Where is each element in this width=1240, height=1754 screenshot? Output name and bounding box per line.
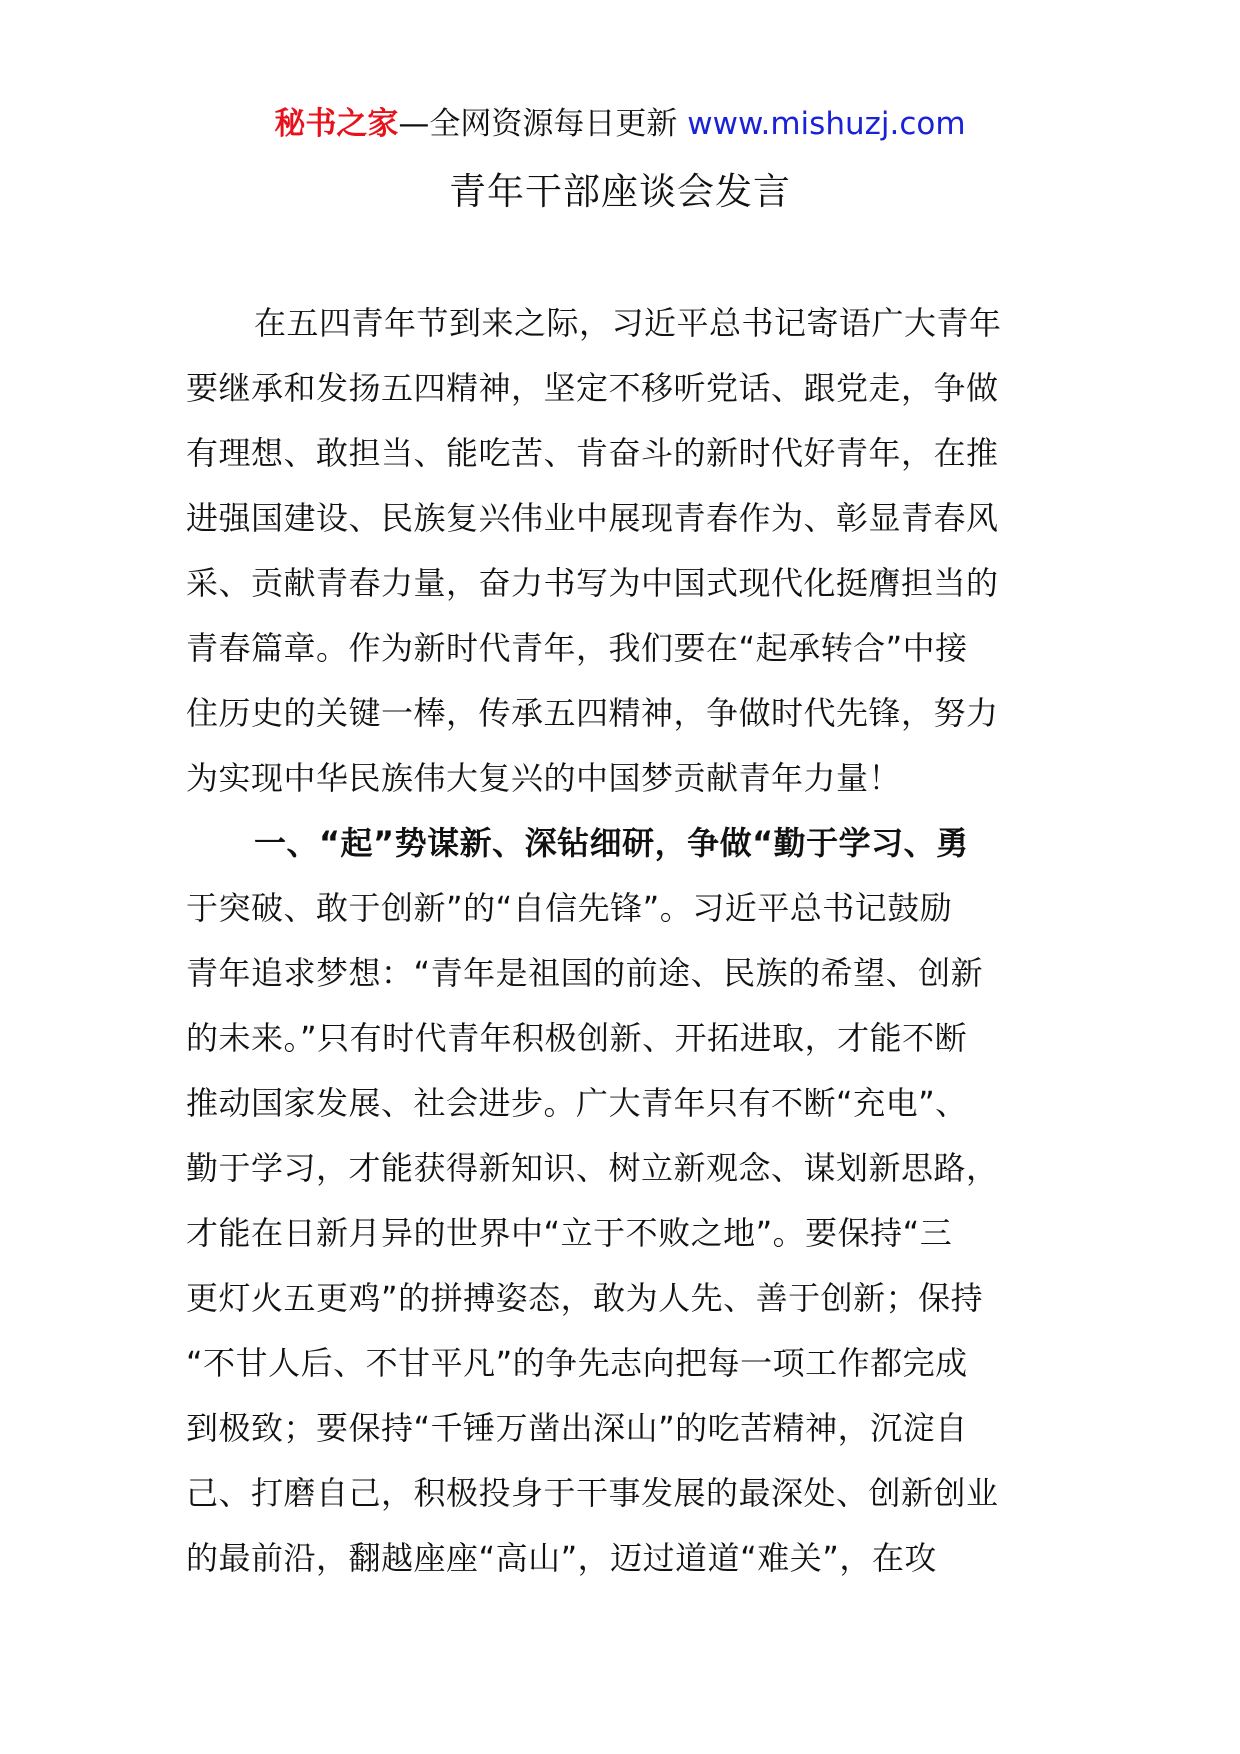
brand-name: 秘书之家 [274,106,399,142]
text-line: 在五四青年节到来之际，习近平总书记寄语广大青年 [254,304,1002,342]
text-line: 为实现中华民族伟大复兴的中国梦贡献青年力量！ [186,759,902,797]
text-line: 青年追求梦想：“青年是祖国的前途、民族的希望、创新 [186,954,984,992]
text-line: 进强国建设、民族复兴伟业中展现青春作为、彰显青春风 [186,499,999,537]
text-line: 采、贡献青春力量，奋力书写为中国式现代化挺膺担当的 [186,564,999,602]
text-line: 的最前沿，翻越座座“高山”，迈过道道“难关”，在攻 [186,1539,937,1577]
text-line: 才能在日新月异的世界中“立于不败之地”。要保持“三 [186,1214,953,1252]
text-line: 更灯火五更鸡”的拼搏姿态，敢为人先、善于创新；保持 [186,1279,984,1317]
document-title: 青年干部座谈会发言 [449,170,791,213]
text-line: 到极致；要保持“千锤万凿出深山”的吃苦精神，沉淀自 [186,1409,968,1447]
site-slogan: —全网资源每日更新 [398,106,688,142]
document-body [186,291,1056,1591]
text-line: 的未来。”只有时代青年积极创新、开拓进取，才能不断 [186,1019,968,1057]
text-line: 于突破、敢于创新”的“自信先锋”。习近平总书记鼓励 [186,889,953,927]
text-line: 推动国家发展、社会进步。广大青年只有不断“充电”、 [186,1084,968,1122]
text-line: “不甘人后、不甘平凡”的争先志向把每一项工作都完成 [186,1344,968,1382]
text-line: 住历史的关键一棒，传承五四精神，争做时代先锋，努力 [186,694,999,732]
text-line: 己、打磨自己，积极投身于干事发展的最深处、创新创业 [186,1474,999,1512]
text-line: 有理想、敢担当、能吃苦、肯奋斗的新时代好青年，在推 [186,434,999,472]
site-url-link[interactable]: www.mishuzj.com [687,106,966,142]
text-line: 勤于学习，才能获得新知识、树立新观念、谋划新思路， [186,1149,999,1187]
section-heading-line: 一、“起”势谋新、深钻细研，争做“勤于学习、勇 [254,824,969,862]
text-line: 要继承和发扬五四精神，坚定不移听党话、跟党走，争做 [186,369,999,407]
text-line: 青春篇章。作为新时代青年，我们要在“起承转合”中接 [186,629,968,667]
site-header [0,98,1240,150]
